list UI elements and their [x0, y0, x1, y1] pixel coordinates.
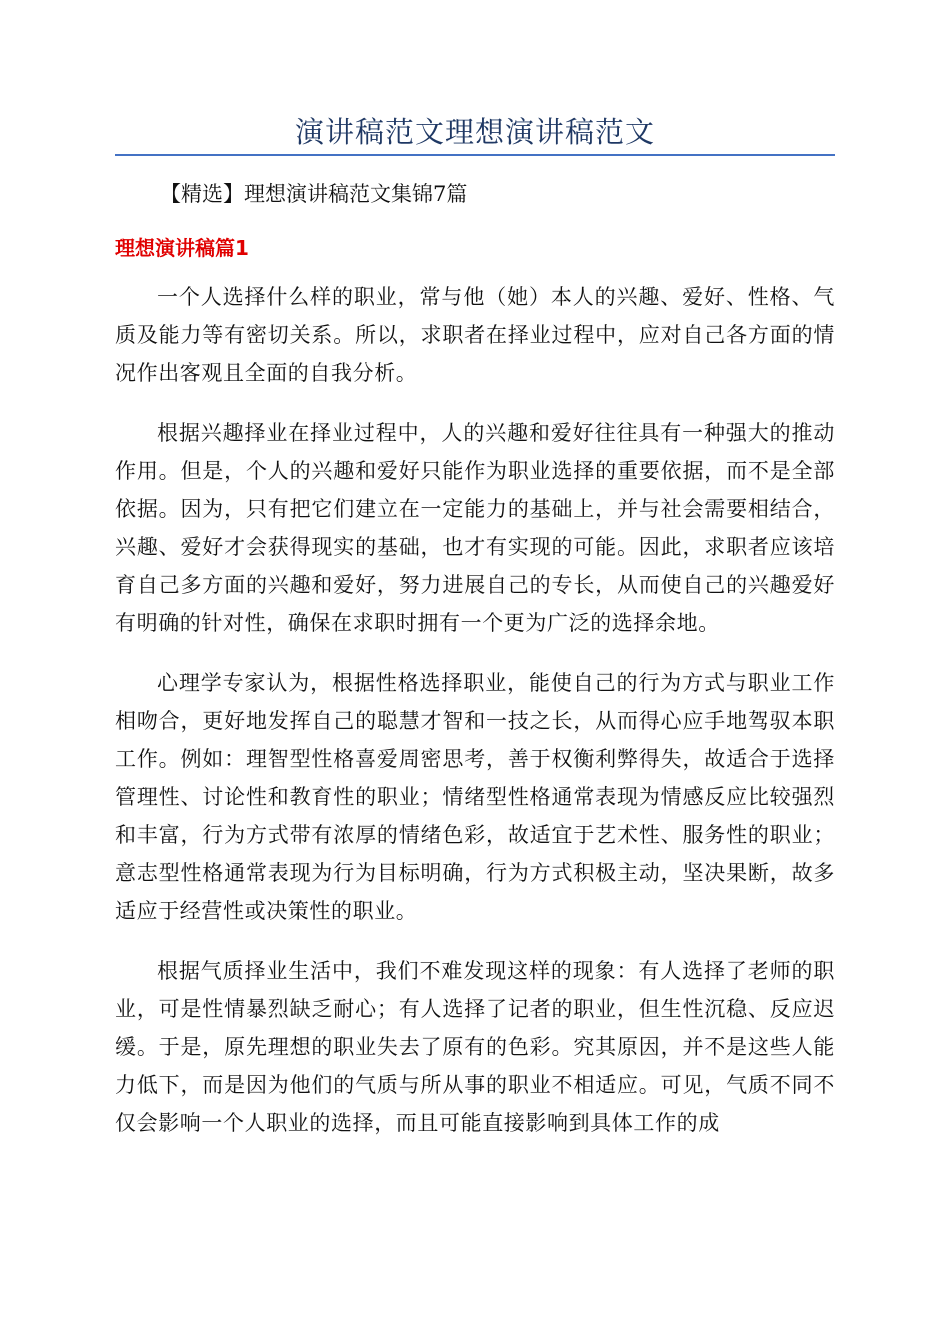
paragraph-4: 根据气质择业生活中，我们不难发现这样的现象：有人选择了老师的职业，可是性情暴烈缺乏耐心；有人选择了记者的职业，但生性沉稳、反应迟缓。于是，原先理想的职业失去了原有的色彩。究其原因，并不是这些人能力低下，而是因为他们的气质与所从事的职业不相适应。可见，气质不同不仅会影响一个人职业的选择，而且可能直接影响到具体工作的成 [115, 959, 835, 1135]
body-text [115, 278, 835, 1164]
paragraph-2: 根据兴趣择业在择业过程中，人的兴趣和爱好往往具有一种强大的推动作用。但是，个人的兴趣和爱好只能作为职业选择的重要依据，而不是全部依据。因为，只有把它们建立在一定能力的基础上，并与社会需要相结合，兴趣、爱好才会获得现实的基础，也才有实现的可能。因此，求职者应该培育自己多方面的兴趣和爱好，努力进展自己的专长，从而使自己的兴趣爱好有明确的针对性，确保在求职时拥有一个更为广泛的选择余地。 [115, 421, 835, 635]
paragraph-3: 心理学专家认为，根据性格选择职业，能使自己的行为方式与职业工作相吻合，更好地发挥自己的聪慧才智和一技之长，从而得心应手地驾驭本职工作。例如：理智型性格喜爱周密思考，善于权衡利弊得失，故适合于选择管理性、讨论性和教育性的职业；情绪型性格通常表现为情感反应比较强烈和丰富，行为方式带有浓厚的情绪色彩，故适宜于艺术性、服务性的职业；意志型性格通常表现为行为目标明确，行为方式积极主动，坚决果断，故多适应于经营性或决策性的职业。 [115, 671, 835, 923]
document-subtitle: 【精选】理想演讲稿范文集锦7篇 [160, 182, 468, 206]
paragraph-1: 一个人选择什么样的职业，常与他（她）本人的兴趣、爱好、性格、气质及能力等有密切关系。所以，求职者在择业过程中，应对自己各方面的情况作出客观且全面的自我分析。 [115, 285, 835, 385]
document-title: 演讲稿范文理想演讲稿范文 [294, 115, 655, 149]
title-underline [115, 154, 835, 156]
section-heading: 理想演讲稿篇1 [115, 236, 249, 260]
